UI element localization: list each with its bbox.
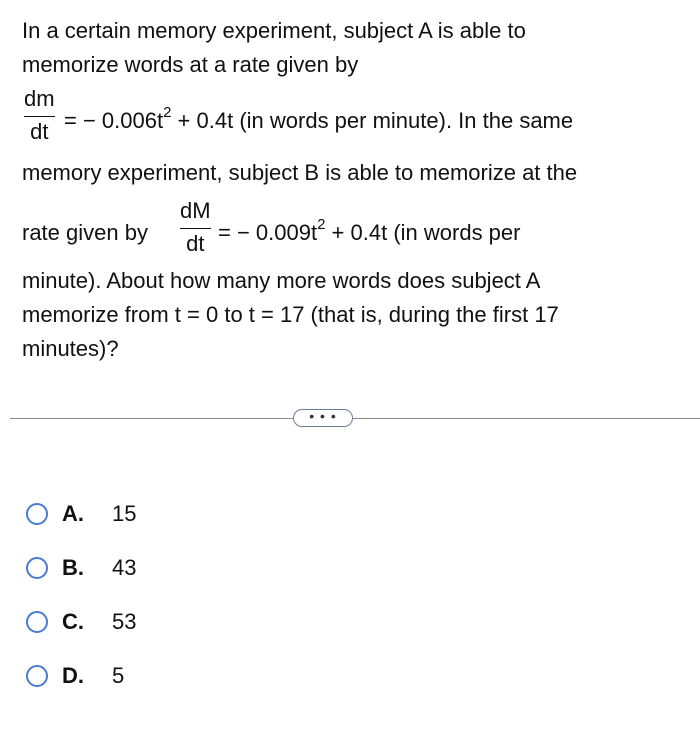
question-line-2: memorize words at a rate given by <box>22 52 359 77</box>
question-line-1: In a certain memory experiment, subject A is able to <box>22 18 526 43</box>
equation-1-term: = − 0.006t <box>64 108 164 133</box>
equation-1-rhs <box>64 106 573 139</box>
fraction-denominator: dt <box>30 119 49 144</box>
radio-icon[interactable] <box>26 557 48 579</box>
equation-2-rest: + 0.4t (in words per <box>325 220 521 245</box>
fraction-dM-dt <box>180 200 211 255</box>
answer-option-c[interactable] <box>26 607 136 637</box>
option-value: 53 <box>112 609 137 634</box>
option-value: 5 <box>112 663 125 688</box>
more-options-button[interactable]: • • • <box>293 409 353 427</box>
radio-icon[interactable] <box>26 665 48 687</box>
question-line-end-1: minute). About how many more words does subject A <box>22 268 541 293</box>
radio-icon[interactable] <box>26 503 48 525</box>
fraction-numerator: dM <box>180 198 211 223</box>
option-letter: D. <box>62 663 84 688</box>
question-line-end-2: memorize from t = 0 to t = 17 (that is, during the first 17 <box>22 302 559 327</box>
fraction-numerator: dm <box>24 86 55 111</box>
section-divider <box>10 418 700 419</box>
option-value: 15 <box>112 501 137 526</box>
option-letter: B. <box>62 555 84 580</box>
option-letter: A. <box>62 501 84 526</box>
radio-icon[interactable] <box>26 611 48 633</box>
answer-option-a[interactable] <box>26 499 136 529</box>
answer-option-d[interactable] <box>26 661 124 691</box>
option-letter: C. <box>62 609 84 634</box>
equation-1-exponent: 2 <box>163 104 172 121</box>
equation-2-prefix: rate given by <box>22 220 148 245</box>
fraction-dm-dt <box>24 88 55 143</box>
equation-1-rest: + 0.4t (in words per minute). In the same <box>171 108 574 133</box>
fraction-bar <box>24 116 55 117</box>
fraction-denominator: dt <box>186 231 205 256</box>
question-line-end-3: minutes)? <box>22 336 119 361</box>
option-value: 43 <box>112 555 137 580</box>
fraction-bar <box>180 228 211 229</box>
answer-option-b[interactable] <box>26 553 136 583</box>
equation-2-term: = − 0.009t <box>218 220 318 245</box>
equation-2-exponent: 2 <box>317 216 326 233</box>
question-line-mid: memory experiment, subject B is able to memorize at the <box>22 160 578 185</box>
equation-2-rhs <box>218 218 520 251</box>
